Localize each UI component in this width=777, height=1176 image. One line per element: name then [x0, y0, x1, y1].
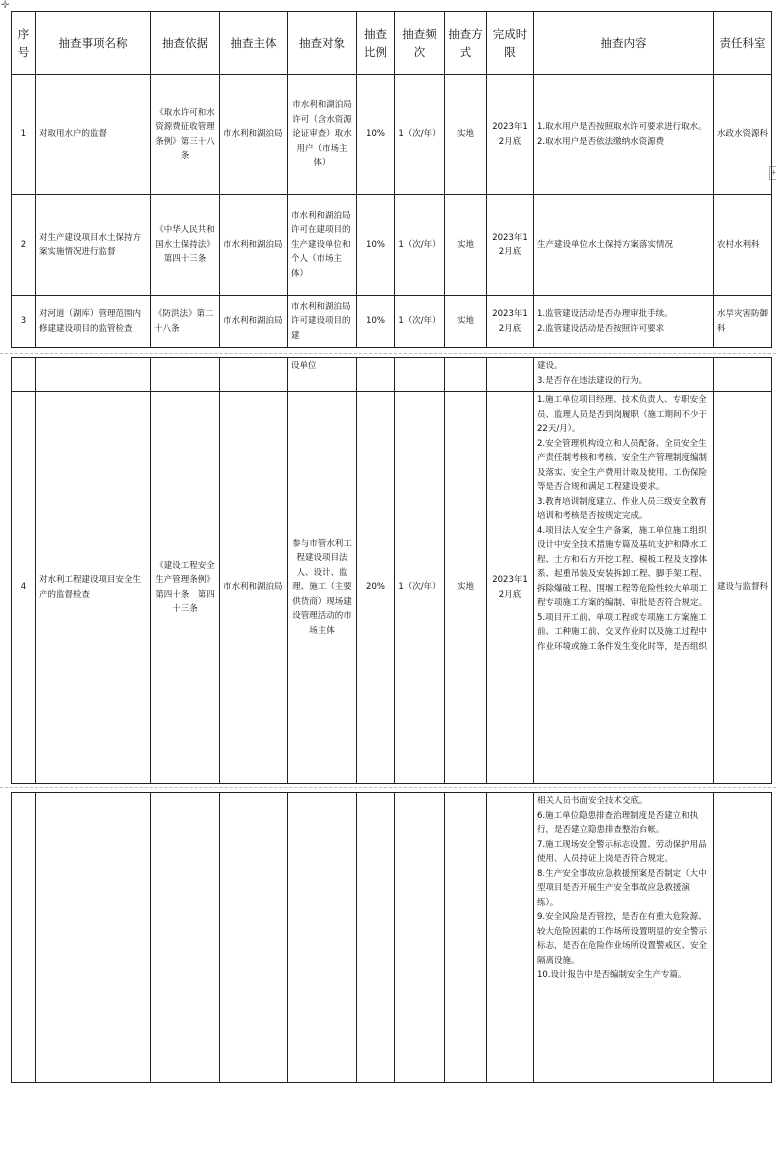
page-break — [0, 787, 776, 788]
content-line: 8.生产安全事故应急救援预案是否制定（大中型项目是否开展生产安全事故应急救援演练）。 — [537, 868, 707, 908]
table-row — [12, 793, 772, 1083]
empty-cell — [220, 358, 288, 392]
table-row — [12, 195, 772, 296]
table-row — [12, 392, 772, 784]
inspection-table — [11, 357, 772, 784]
cell-content — [534, 195, 714, 296]
empty-cell — [12, 793, 36, 1083]
table-segment-2 — [11, 357, 767, 784]
content-line: 1.施工单位项目经理、技术负责人、专职安全员、监理人员是否到岗履职（施工期间不少于22天/月）。 — [537, 395, 708, 434]
content-line: 生产建设单位水土保持方案落实情况 — [537, 239, 674, 250]
cell-ratio: 10% — [357, 75, 395, 195]
inspection-table — [11, 792, 772, 1083]
cell-freq: 1（次/年） — [395, 195, 445, 296]
cell-method: 实地 — [445, 195, 487, 296]
cell-dept: 农村水利科 — [714, 195, 772, 296]
empty-cell — [357, 358, 395, 392]
empty-cell — [151, 358, 220, 392]
content-line: 建设。 — [537, 361, 563, 371]
cell-subject: 市水利和湖泊局 — [220, 296, 288, 348]
cell-object: 设单位 — [288, 358, 357, 392]
cell-seq: 1 — [12, 75, 36, 195]
cell-dept: 建设与监督科 — [714, 392, 772, 784]
empty-cell — [151, 793, 220, 1083]
cell-content — [534, 793, 714, 1083]
content-line: 9.安全风险是否管控，是否在有重大危险源、较大危险因素的工作场所设置明显的安全警示标志，是否在危险作业场所设置警戒区、安全隔离设施。 — [537, 912, 708, 966]
content-line: 5.项目开工前、单项工程或专项施工方案施工前、工种施工前、交叉作业时以及施工过程中作业环境或施工条件发生变化时等，是否组织 — [537, 612, 708, 652]
header-ratio: 抽查比例 — [357, 12, 395, 75]
cell-dept: 水政水资源科 — [714, 75, 772, 195]
content-line: 4.项目法人安全生产备案，施工单位施工组织设计中安全技术措施专篇及基坑支护和降水工程、土方和石方开挖工程、模板工程及支撑体系、起重吊装及安装拆卸工程、脚手架工程、拆除爆破工程、围堰工程等危险性较大单项工程专项施工方案的编制、审批是否符合规定。 — [537, 525, 708, 608]
header-basis: 抽查依据 — [151, 12, 220, 75]
table-row — [12, 75, 772, 195]
empty-cell — [714, 358, 772, 392]
header-subject: 抽查主体 — [220, 12, 288, 75]
cell-object: 市水利和湖泊局许可建设项目的建 — [288, 296, 357, 348]
empty-cell — [445, 793, 487, 1083]
cell-ratio: 10% — [357, 195, 395, 296]
empty-cell — [12, 358, 36, 392]
content-line: 3.教育培训制度建立、作业人员三级安全教育培训和考核是否按规定完成。 — [537, 496, 707, 521]
cell-object: 市水利和湖泊局许可在建项目的生产建设单位和个人（市场主体） — [288, 195, 357, 296]
page-break — [0, 353, 776, 354]
cell-ratio: 10% — [357, 296, 395, 348]
header-deadline: 完成时限 — [487, 12, 534, 75]
cell-seq: 2 — [12, 195, 36, 296]
content-line: 2.安全管理机构设立和人员配备、全员安全生产责任制考核和考核、安全生产管理制度编制及落实、安全生产费用计取及使用、工伤保险等是否合规和满足工程建设要求。 — [537, 438, 708, 492]
empty-cell — [445, 358, 487, 392]
header-seq: 序号 — [12, 12, 36, 75]
table-segment-1 — [11, 11, 767, 348]
header-row — [12, 12, 772, 75]
cell-deadline: 2023年12月底 — [487, 296, 534, 348]
cell-content — [534, 392, 714, 784]
cell-freq: 1（次/年） — [395, 75, 445, 195]
cell-seq: 4 — [12, 392, 36, 784]
header-dept: 责任科室 — [714, 12, 772, 75]
cell-name: 对河道（湖库）管理范围内修建建设项目的监管检查 — [36, 296, 151, 348]
cell-dept: 水旱灾害防御科 — [714, 296, 772, 348]
content-line: 10.设计报告中是否编制安全生产专篇。 — [537, 970, 687, 980]
content-line: 1.监管建设活动是否办理审批手续。 — [537, 309, 673, 319]
header-method: 抽查方式 — [445, 12, 487, 75]
content-line: 2.监管建设活动是否按照许可要求 — [537, 323, 665, 334]
cell-basis: 《取水许可和水资源费征收管理条例》第三十八条 — [151, 75, 220, 195]
empty-cell — [395, 793, 445, 1083]
cell-subject: 市水利和湖泊局 — [220, 75, 288, 195]
table-resize-handle-icon[interactable]: + — [769, 166, 776, 180]
cell-basis: 《中华人民共和国水土保持法》第四十三条 — [151, 195, 220, 296]
header-content: 抽查内容 — [534, 12, 714, 75]
cell-method: 实地 — [445, 296, 487, 348]
cell-basis: 《建设工程安全生产管理条例》第四十条 第四十三条 — [151, 392, 220, 784]
cell-method: 实地 — [445, 75, 487, 195]
content-line: 1.取水用户是否按照取水许可要求进行取水。 — [537, 122, 707, 132]
cell-deadline: 2023年12月底 — [487, 392, 534, 784]
empty-cell — [395, 358, 445, 392]
cell-method: 实地 — [445, 392, 487, 784]
cell-deadline: 2023年12月底 — [487, 75, 534, 195]
cell-object: 参与市管水利工程建设项目法人、设计、监理、施工（主要供货商）现场建设管理活动的市场主体 — [288, 392, 357, 784]
cell-content — [534, 358, 714, 392]
empty-cell — [487, 793, 534, 1083]
table-row — [12, 296, 772, 348]
cell-ratio: 20% — [357, 392, 395, 784]
empty-cell — [220, 793, 288, 1083]
cell-name: 对水利工程建设项目安全生产的监督检查 — [36, 392, 151, 784]
cell-seq: 3 — [12, 296, 36, 348]
empty-cell — [714, 793, 772, 1083]
cell-content — [534, 75, 714, 195]
content-line: 2.取水用户是否依法缴纳水资源费 — [537, 136, 665, 147]
cell-name: 对取用水户的监督 — [36, 75, 151, 195]
cell-subject: 市水利和湖泊局 — [220, 392, 288, 784]
inspection-table — [11, 11, 772, 348]
cell-deadline: 2023年12月底 — [487, 195, 534, 296]
empty-cell — [487, 358, 534, 392]
table-segment-3 — [11, 792, 767, 1083]
cell-content — [534, 296, 714, 348]
header-freq: 抽查频次 — [395, 12, 445, 75]
cell-name: 对生产建设项目水土保持方案实施情况进行监督 — [36, 195, 151, 296]
content-line: 6.施工单位隐患排查治理制度是否建立和执行，是否建立隐患排查整治台帐。 — [537, 810, 699, 835]
cell-freq: 1（次/年） — [395, 296, 445, 348]
cell-object: 市水利和湖泊局许可（含水资源论证审查）取水用户（市场主体） — [288, 75, 357, 195]
content-line: 相关人员书面安全技术交底。 — [537, 796, 648, 806]
content-line: 7.施工现场安全警示标志设置、劳动保护用品使用、人员持证上岗是否符合规定。 — [537, 839, 707, 864]
table-move-handle-icon[interactable]: ✛ — [1, 0, 10, 11]
empty-cell — [357, 793, 395, 1083]
cell-subject: 市水利和湖泊局 — [220, 195, 288, 296]
header-object: 抽查对象 — [288, 12, 357, 75]
content-line: 3.是否存在违法建设的行为。 — [537, 375, 648, 386]
empty-cell — [288, 793, 357, 1083]
empty-cell — [36, 358, 151, 392]
cell-basis: 《防洪法》第二十八条 — [151, 296, 220, 348]
header-name: 抽查事项名称 — [36, 12, 151, 75]
table-row — [12, 358, 772, 392]
cell-freq: 1（次/年） — [395, 392, 445, 784]
empty-cell — [36, 793, 151, 1083]
